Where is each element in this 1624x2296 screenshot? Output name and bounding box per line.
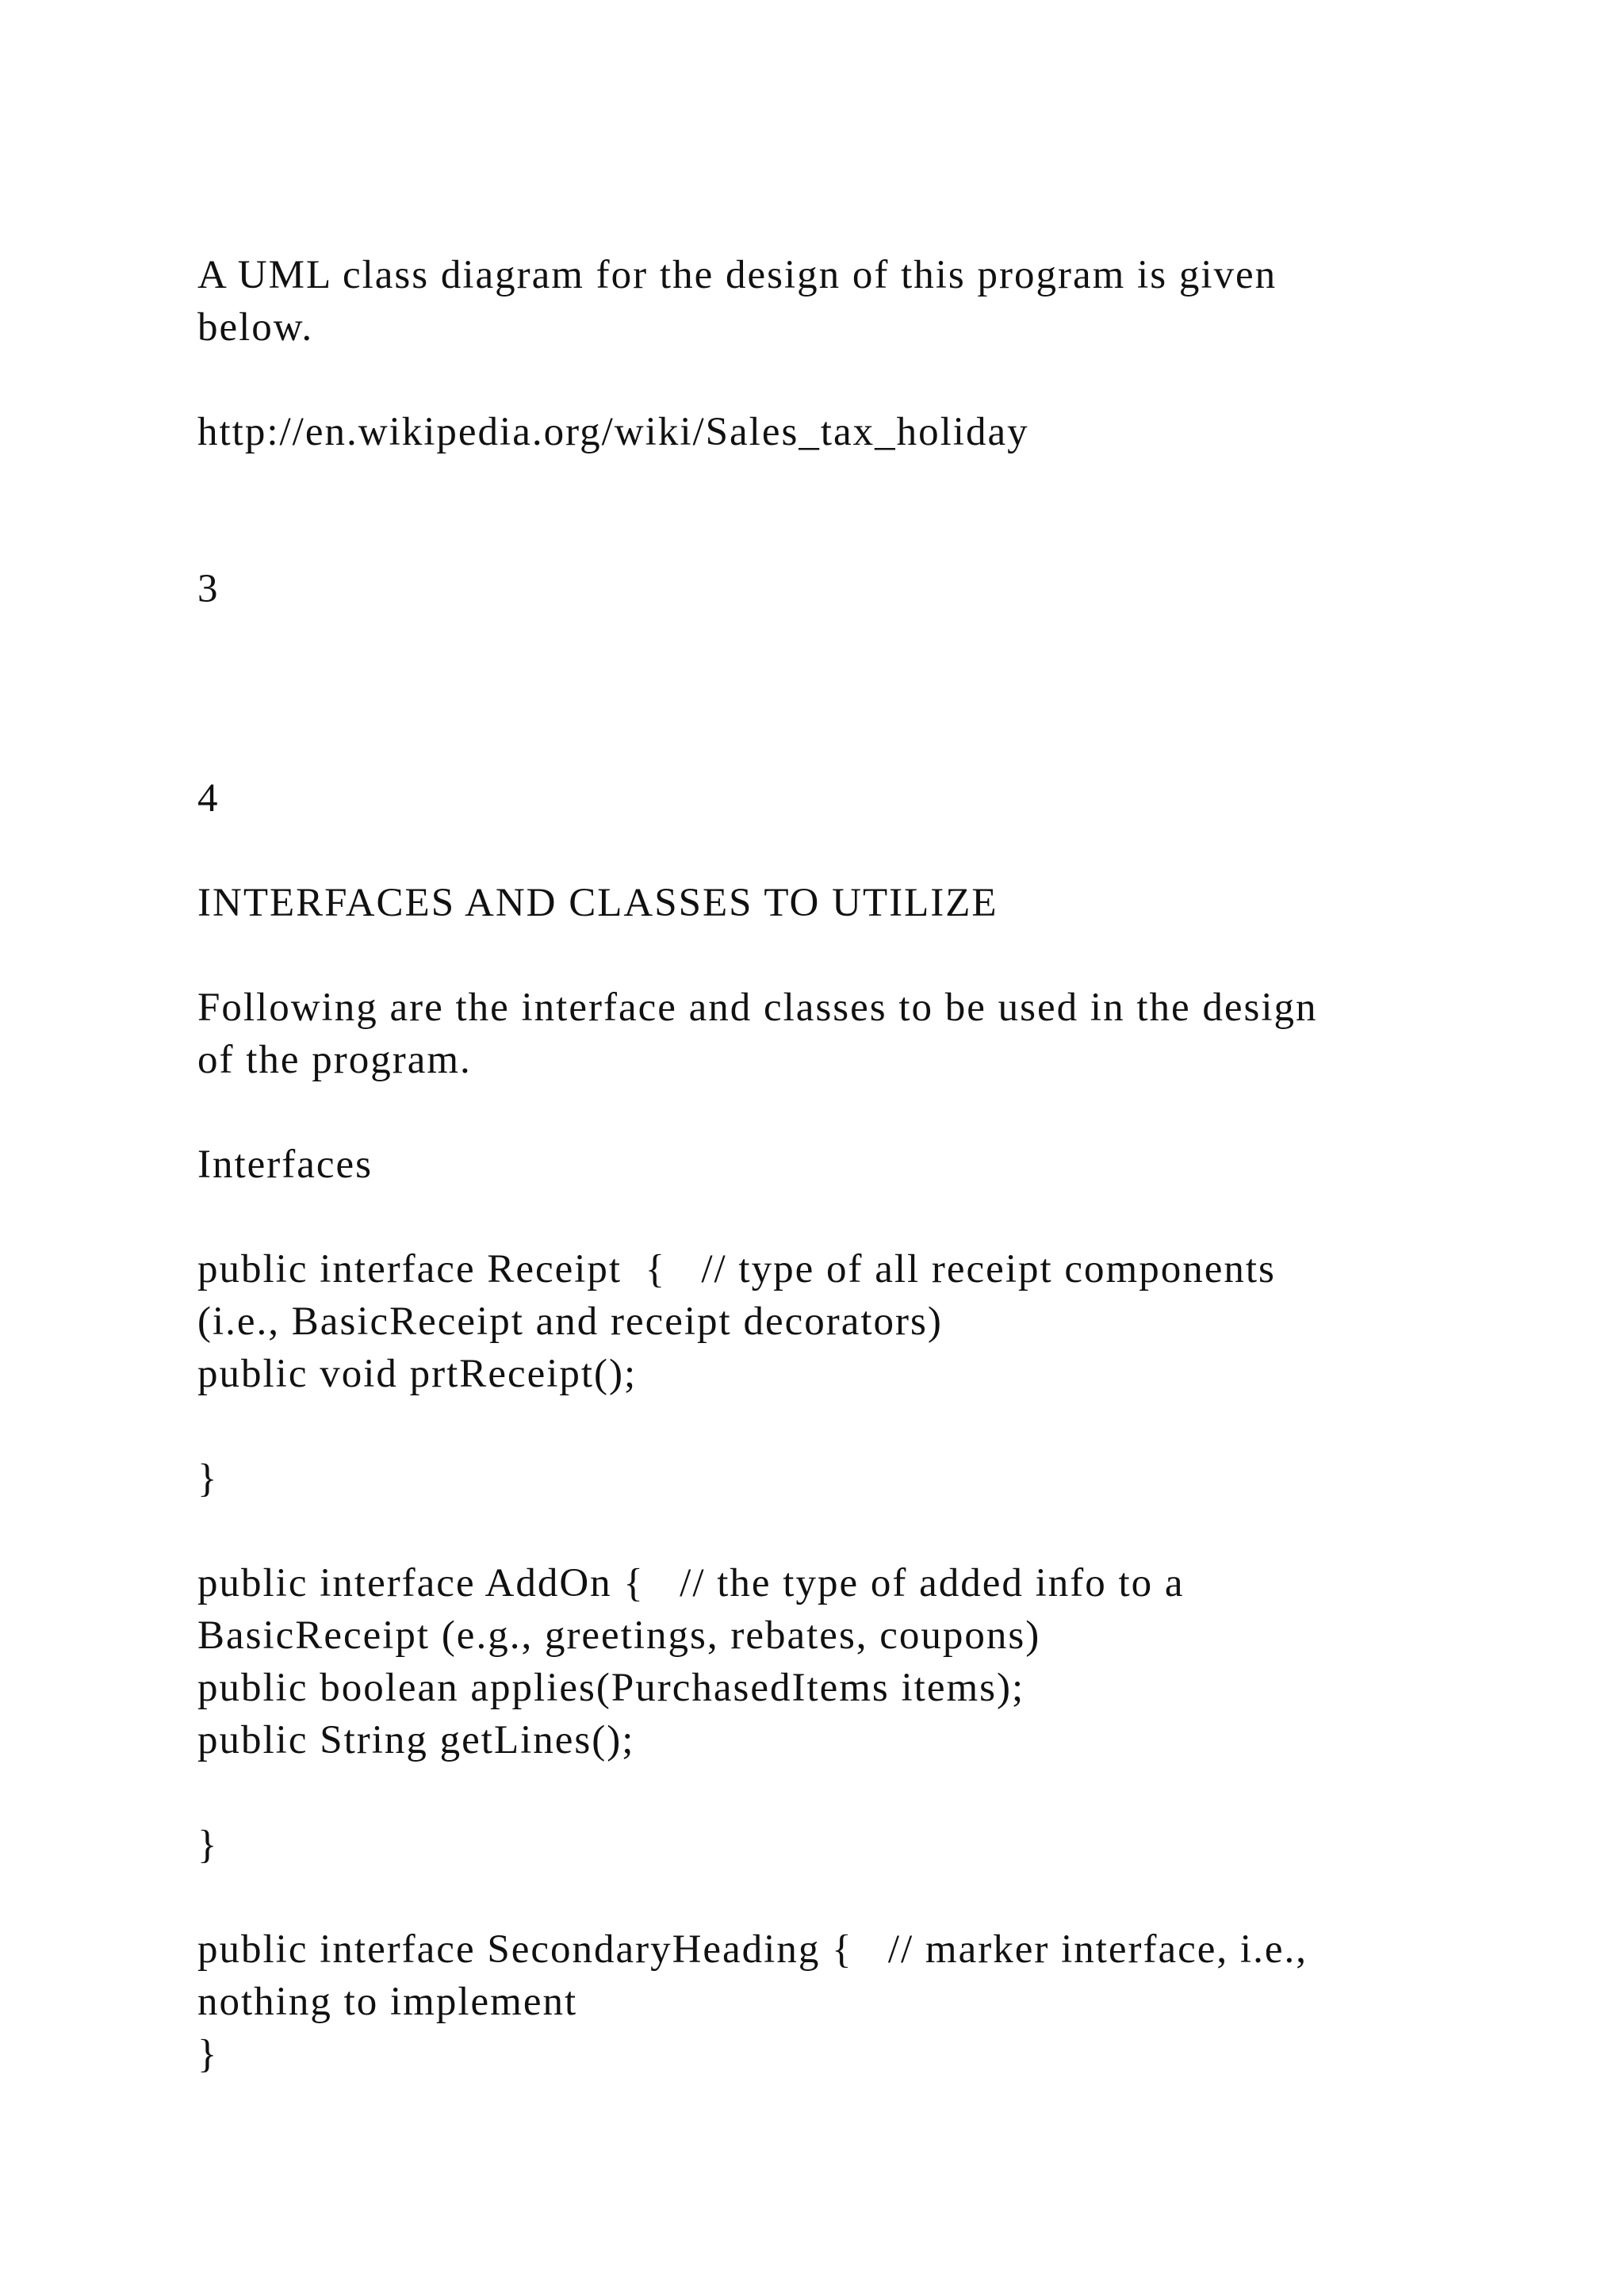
code-line-addon: BasicReceipt (e.g., greetings, rebates, coupons) [197, 1613, 1041, 1658]
code-line-addon: public interface AddOn { // the type of added info to a [197, 1561, 1185, 1605]
code-closing-brace: } [197, 1456, 219, 1501]
section-heading: INTERFACES AND CLASSES TO UTILIZE [197, 881, 998, 925]
subheading-interfaces: Interfaces [197, 1142, 373, 1187]
code-line-secondary-heading: public interface SecondaryHeading { // marker interface, i.e., [197, 1927, 1308, 1972]
code-line-addon: public String getLines(); [197, 1718, 635, 1762]
code-closing-brace: } [197, 1823, 219, 1867]
code-line-receipt: public void prtReceipt(); [197, 1352, 638, 1396]
section-intro-line: of the program. [197, 1038, 472, 1082]
intro-text-line: below. [197, 305, 314, 350]
page-number: 4 [197, 776, 220, 821]
intro-text-line: A UML class diagram for the design of this program is given [197, 253, 1277, 297]
page-number: 3 [197, 567, 220, 611]
code-line-addon: public boolean applies(PurchasedItems items); [197, 1666, 1025, 1710]
reference-link[interactable]: http://en.wikipedia.org/wiki/Sales_tax_holiday [197, 410, 1029, 454]
code-line-receipt: public interface Receipt { // type of all receipt components [197, 1247, 1276, 1292]
code-line-receipt: (i.e., BasicReceipt and receipt decorators) [197, 1299, 943, 1344]
section-intro-line: Following are the interface and classes to be used in the design [197, 985, 1318, 1030]
code-line-secondary-heading: nothing to implement [197, 1980, 578, 2024]
code-closing-brace: } [197, 2032, 219, 2076]
